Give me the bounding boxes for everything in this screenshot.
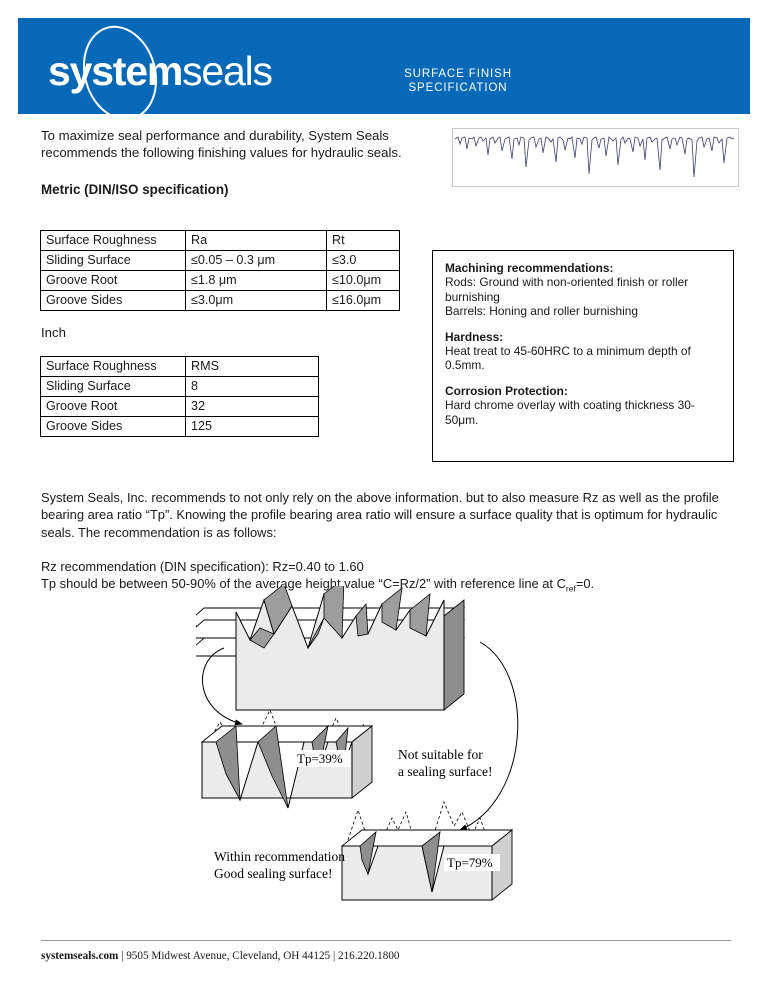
metric-cell-1-1: ≤1.8 μm xyxy=(186,271,327,291)
tp-line-part-b: =0. xyxy=(575,576,595,592)
header-title-line2: SPECIFICATION xyxy=(408,81,508,94)
profile-bearing-diagram xyxy=(196,583,576,926)
table-row xyxy=(41,271,400,291)
footer-address: | 9505 Midwest Avenue, Cleveland, OH 44125 | 216.220.1800 xyxy=(121,950,400,962)
rz-line: Rz recommendation (DIN specification): Rz=0.40 to 1.60 xyxy=(41,559,364,574)
hardness-line: Heat treat to 45-60HRC to a minimum depth of 0.5mm. xyxy=(445,344,691,373)
spacer xyxy=(445,373,721,384)
diagram-top-block xyxy=(196,586,464,710)
corrosion-heading: Corrosion Protection: xyxy=(445,383,568,398)
inch-spec-table xyxy=(40,356,319,437)
inch-cell-0-1: 8 xyxy=(186,377,319,397)
metric-header-2: Rt xyxy=(327,231,400,251)
metric-cell-0-1: ≤0.05 – 0.3 μm xyxy=(186,251,327,271)
tp-bad-label: Tp=39% xyxy=(297,751,343,766)
metric-cell-0-0: Sliding Surface xyxy=(41,251,186,271)
inch-cell-0-0: Sliding Surface xyxy=(41,377,186,397)
machining-recommendations-box xyxy=(432,250,734,462)
page-header xyxy=(18,18,750,114)
machining-rods-line: Rods: Ground with non-oriented finish or roller burnishing xyxy=(445,275,689,304)
hardness-heading: Hardness: xyxy=(445,329,504,344)
footer-site[interactable]: systemseals.com xyxy=(41,950,119,962)
logo-text-bold: system xyxy=(48,48,183,94)
table-row xyxy=(41,291,400,311)
inch-section-label: Inch xyxy=(41,325,66,340)
roughness-trace-svg xyxy=(453,129,736,184)
machining-barrels-line: Barrels: Honing and roller burnishing xyxy=(445,304,638,319)
intro-text: To maximize seal performance and durability, System Seals recommends the following finishing values for hydraulic seals. xyxy=(41,128,402,160)
diagram-middle-block xyxy=(202,710,372,808)
header-title-line1: SURFACE FINISH xyxy=(404,68,512,80)
footer-divider xyxy=(41,940,731,941)
metric-header-0: Surface Roughness xyxy=(41,231,186,251)
caption-bad-line2: a sealing surface! xyxy=(398,764,493,779)
metric-section-label: Metric (DIN/ISO specification) xyxy=(41,182,229,197)
table-row xyxy=(41,377,319,397)
roughness-trace-image xyxy=(452,128,739,187)
arrow-right-icon xyxy=(460,642,518,830)
tp-line-part-a: Tp should be between 50-90% of the average height value “C=Rz/2” with reference line at C xyxy=(41,576,566,592)
diagram-bottom-block xyxy=(342,802,512,900)
table-row xyxy=(41,397,319,417)
metric-cell-2-2: ≤16.0μm xyxy=(327,291,400,311)
logo-text-light: seals xyxy=(182,48,272,94)
table-row xyxy=(41,417,319,437)
metric-header-1: Ra xyxy=(186,231,327,251)
table-row xyxy=(41,251,400,271)
inch-header-1: RMS xyxy=(186,357,319,377)
profile-bearing-diagram-svg xyxy=(196,583,576,926)
caption-bad-line1: Not suitable for xyxy=(398,747,483,762)
tp-line-subscript: ref xyxy=(565,583,576,594)
metric-cell-2-0: Groove Sides xyxy=(41,291,186,311)
machining-heading: Machining recommendations: xyxy=(445,261,614,275)
caption-good-line2: Good sealing surface! xyxy=(214,866,333,881)
logo-text xyxy=(48,50,272,92)
table-header-row xyxy=(41,231,400,251)
spacer xyxy=(445,319,721,330)
inch-cell-1-1: 32 xyxy=(186,397,319,417)
metric-cell-1-0: Groove Root xyxy=(41,271,186,291)
inch-cell-1-0: Groove Root xyxy=(41,397,186,417)
corrosion-line: Hard chrome overlay with coating thickness 30-50μm. xyxy=(445,398,695,427)
header-title xyxy=(318,68,598,95)
footer xyxy=(41,950,400,962)
caption-good-line1: Within recommendation xyxy=(214,849,346,864)
table-header-row xyxy=(41,357,319,377)
inch-cell-2-0: Groove Sides xyxy=(41,417,186,437)
logo xyxy=(48,42,338,102)
inch-header-0: Surface Roughness xyxy=(41,357,186,377)
recommendation-paragraph: System Seals, Inc. recommends to not only rely on the above information. but to also measure Rz as well as the profile bearing area ratio “Tp”. Knowing the profile bearing area ratio will ensure a surface quality that is optimum for hydraulic seals. The recommendation is as follows: xyxy=(41,490,719,540)
inch-cell-2-1: 125 xyxy=(186,417,319,437)
metric-spec-table xyxy=(40,230,400,311)
metric-cell-2-1: ≤3.0μm xyxy=(186,291,327,311)
tp-good-label: Tp=79% xyxy=(447,855,493,870)
metric-cell-0-2: ≤3.0 xyxy=(327,251,400,271)
metric-cell-1-2: ≤10.0μm xyxy=(327,271,400,291)
